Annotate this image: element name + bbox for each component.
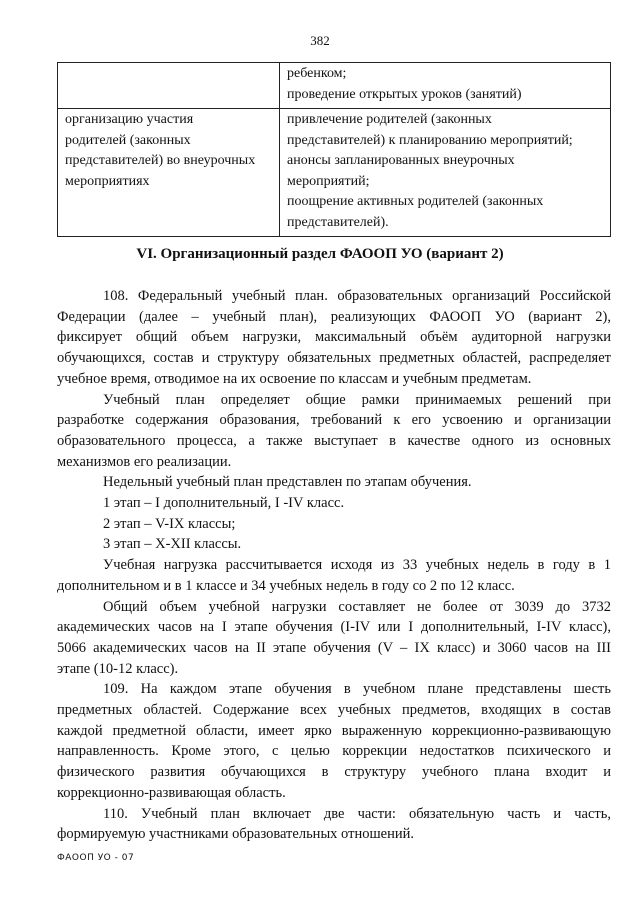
table-cell-line: представителей) во внеурочных [65,153,256,168]
paragraph [57,286,611,390]
table-row [58,109,611,237]
paragraph-line: обучающихся, состав и структуру обязательных предметных областей, распределяет [57,350,611,367]
section-title: VI. Организационный раздел ФАООП УО (вариант 2) [136,246,504,262]
paragraph-line: направленность. Кроме этого, с целью коррекции недостатков психического и [57,743,611,760]
paragraph-line: дополнительном и в 1 классе и 34 учебных недель в году со 2 по 12 класс. [57,577,515,594]
paragraph [57,493,611,514]
paragraph-line: 109. На каждом этапе обучения в учебном плане представлены шесть [103,681,611,698]
paragraph-line: 108. Федеральный учебный план. образовательных организаций Российской [103,288,611,304]
paragraph [57,390,611,473]
paragraph-line: 2 этап – V-IX классы; [103,515,236,532]
paragraph-line: академических часов на I этапе обучения (I-IV или I дополнительный, I-IV класс), [57,619,611,636]
table-cell-right [280,63,611,109]
paragraph [57,679,611,803]
paragraph-line: Учебная нагрузка рассчитывается исходя из 33 учебных недель в году в 1 [103,557,611,574]
paragraph-line: образовательного процесса, а также выступает в качестве одного из основных [57,432,611,449]
paragraph-line: физического развития обучающихся в структуру учебного плана входит и [57,764,611,781]
activities-table [57,62,611,237]
paragraph-line: Общий объем учебной нагрузки составляет не более от 3039 до 3732 [103,598,611,615]
paragraph [57,472,611,493]
body-text [57,286,611,845]
paragraph [57,804,611,845]
table-cell-line: представителей) к планированию мероприятий; [287,132,573,148]
paragraph [57,597,611,680]
paragraph-line: Учебный план определяет общие рамки принимаемых решений при [103,391,611,408]
table-cell-right [280,109,611,237]
page-number: 382 [310,33,330,48]
paragraph-line: этапе (10-12 класс). [57,660,179,677]
paragraph-line: коррекционно-развивающая область. [57,784,286,801]
paragraph [57,514,611,535]
table-cell-left [58,109,280,237]
paragraph-line: Недельный учебный план представлен по этапам обучения. [103,474,472,491]
table-cell-line: мероприятиях [65,173,150,189]
table-cell-left [58,63,280,109]
paragraph-line: фиксирует общий объем нагрузки, максимальный объём аудиторной нагрузки [57,329,611,346]
footer-code: ФАООП УО - 07 [57,853,135,863]
table-cell-line: поощрение активных родителей (законных [287,194,544,209]
table-cell-line: привлечение родителей (законных [287,112,492,127]
paragraph-line: 5066 академических часов на II этапе обучения (V – IX класс) и 3060 часов на III [57,639,611,656]
paragraph-line: механизмов его реализации. [57,453,232,470]
table-cell-line: анонсы запланированных внеурочных [287,153,515,168]
paragraph [57,534,611,555]
paragraph-line: каждой предметной области, имеет ярко выраженную коррекционно-развивающую [57,722,611,739]
paragraph-line: учебное время, отводимое на их освоение по классам и учебным предметам. [57,370,532,387]
table-cell-line: мероприятий; [287,173,370,189]
table-cell-line: родителей (законных [65,132,191,148]
table-cell-line: ребенком; [287,66,347,81]
table-cell-line: представителей). [287,214,389,230]
paragraph [57,555,611,596]
paragraph-line: предметных областей. Содержание всех учебных предметов, входящих в состав [57,702,611,719]
table-cell-line: организацию участия [65,112,194,127]
paragraph-line: формируемую участниками образовательных отношений. [57,826,414,843]
table-row [58,63,611,109]
table-cell-line: проведение открытых уроков (занятий) [287,86,522,102]
paragraph-line: 1 этап – I дополнительный, I -IV класс. [103,495,345,512]
paragraph-line: 110. Учебный план включает две части: обязательную часть и часть, [103,805,611,822]
paragraph-line: Федерации (далее – учебный план), реализующих ФАООП УО (вариант 2), [57,308,611,325]
paragraph-line: 3 этап – X-XII классы. [103,536,242,553]
paragraph-line: разработке содержания образования, требований к его усвоению и организации [57,412,611,429]
